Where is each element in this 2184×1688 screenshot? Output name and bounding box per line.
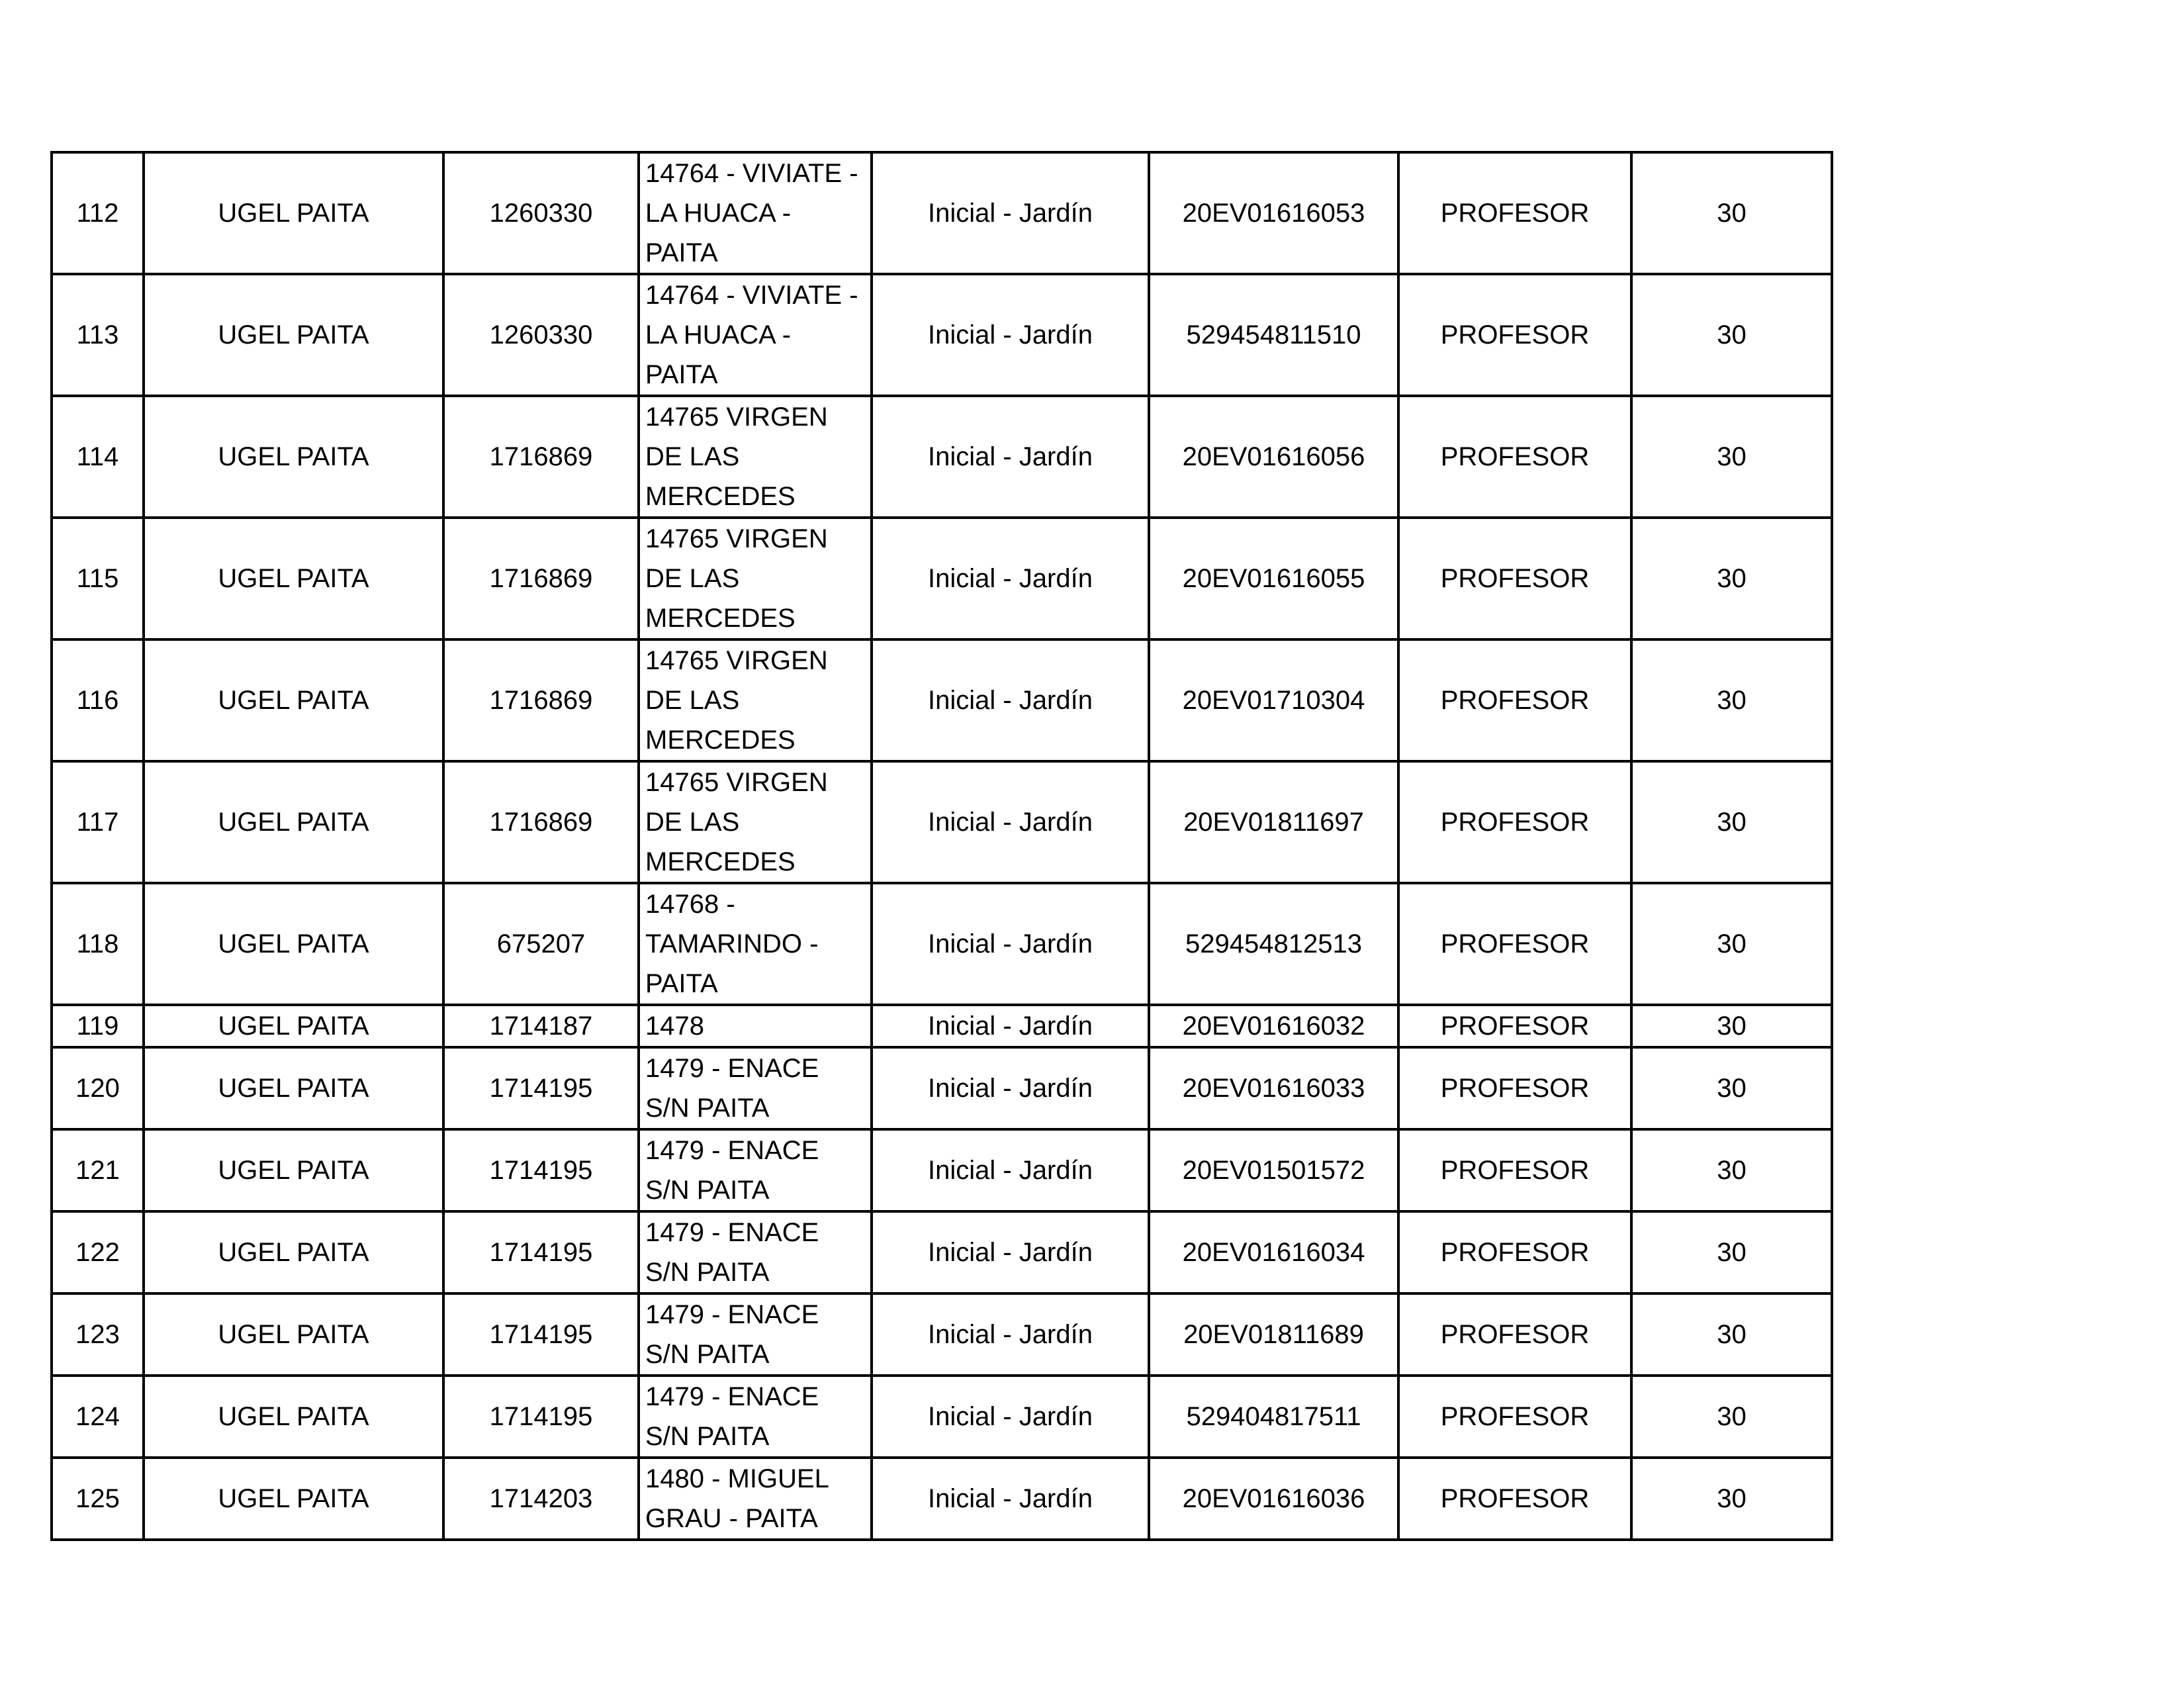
ugel-cell: UGEL PAITA [144,152,443,274]
hours-cell: 30 [1631,1047,1832,1129]
table-row [52,1211,1832,1293]
hours-cell: 30 [1631,1129,1832,1211]
row-number: 119 [52,1005,144,1047]
modular-code-cell: 1714195 [443,1129,639,1211]
position-cell: PROFESOR [1398,1129,1631,1211]
ugel-cell: UGEL PAITA [144,1293,443,1376]
row-number: 116 [52,639,144,761]
ugel-cell: UGEL PAITA [144,1458,443,1540]
modular-code-cell: 1716869 [443,396,639,518]
plaza-code-cell: 20EV01811689 [1149,1293,1398,1376]
school-name-cell: 1479 - ENACE S/N PAITA [639,1047,872,1129]
table-row [52,883,1832,1005]
ugel-cell: UGEL PAITA [144,1005,443,1047]
row-number: 124 [52,1376,144,1458]
level-cell: Inicial - Jardín [872,1005,1149,1047]
table-row [52,639,1832,761]
position-cell: PROFESOR [1398,396,1631,518]
school-name-cell: 1479 - ENACE S/N PAITA [639,1211,872,1293]
level-cell: Inicial - Jardín [872,518,1149,639]
position-cell: PROFESOR [1398,1458,1631,1540]
modular-code-cell: 1260330 [443,152,639,274]
position-cell: PROFESOR [1398,1211,1631,1293]
plaza-code-cell: 20EV01616055 [1149,518,1398,639]
ugel-cell: UGEL PAITA [144,1047,443,1129]
position-cell: PROFESOR [1398,1047,1631,1129]
modular-code-cell: 1716869 [443,639,639,761]
ugel-cell: UGEL PAITA [144,639,443,761]
position-cell: PROFESOR [1398,1005,1631,1047]
level-cell: Inicial - Jardín [872,274,1149,396]
ugel-cell: UGEL PAITA [144,1376,443,1458]
plaza-code-cell: 529454812513 [1149,883,1398,1005]
ugel-cell: UGEL PAITA [144,274,443,396]
level-cell: Inicial - Jardín [872,1129,1149,1211]
level-cell: Inicial - Jardín [872,1293,1149,1376]
plaza-code-cell: 20EV01616032 [1149,1005,1398,1047]
hours-cell: 30 [1631,518,1832,639]
hours-cell: 30 [1631,1376,1832,1458]
position-cell: PROFESOR [1398,518,1631,639]
modular-code-cell: 1260330 [443,274,639,396]
ugel-cell: UGEL PAITA [144,1129,443,1211]
hours-cell: 30 [1631,1293,1832,1376]
position-cell: PROFESOR [1398,761,1631,883]
level-cell: Inicial - Jardín [872,883,1149,1005]
level-cell: Inicial - Jardín [872,1376,1149,1458]
row-number: 120 [52,1047,144,1129]
hours-cell: 30 [1631,274,1832,396]
hours-cell: 30 [1631,761,1832,883]
position-cell: PROFESOR [1398,639,1631,761]
plaza-code-cell: 20EV01501572 [1149,1129,1398,1211]
level-cell: Inicial - Jardín [872,152,1149,274]
row-number: 121 [52,1129,144,1211]
plaza-code-cell: 20EV01811697 [1149,761,1398,883]
row-number: 112 [52,152,144,274]
plaza-code-cell: 20EV01616033 [1149,1047,1398,1129]
table-row [52,518,1832,639]
row-number: 114 [52,396,144,518]
plaza-code-cell: 20EV01710304 [1149,639,1398,761]
level-cell: Inicial - Jardín [872,396,1149,518]
plaza-code-cell: 20EV01616036 [1149,1458,1398,1540]
level-cell: Inicial - Jardín [872,761,1149,883]
table-row [52,761,1832,883]
row-number: 122 [52,1211,144,1293]
plaza-code-cell: 20EV01616034 [1149,1211,1398,1293]
school-name-cell: 14765 VIRGEN DE LAS MERCEDES [639,639,872,761]
ugel-cell: UGEL PAITA [144,396,443,518]
school-name-cell: 14765 VIRGEN DE LAS MERCEDES [639,396,872,518]
school-name-cell: 1478 [639,1005,872,1047]
ugel-cell: UGEL PAITA [144,1211,443,1293]
modular-code-cell: 1714203 [443,1458,639,1540]
position-cell: PROFESOR [1398,274,1631,396]
modular-code-cell: 1716869 [443,518,639,639]
table-row [52,152,1832,274]
school-name-cell: 14765 VIRGEN DE LAS MERCEDES [639,761,872,883]
level-cell: Inicial - Jardín [872,1458,1149,1540]
table-row [52,274,1832,396]
row-number: 117 [52,761,144,883]
position-cell: PROFESOR [1398,152,1631,274]
school-name-cell: 14765 VIRGEN DE LAS MERCEDES [639,518,872,639]
table-body [52,152,1832,1540]
hours-cell: 30 [1631,152,1832,274]
hours-cell: 30 [1631,1458,1832,1540]
row-number: 113 [52,274,144,396]
school-name-cell: 1480 - MIGUEL GRAU - PAITA [639,1458,872,1540]
hours-cell: 30 [1631,883,1832,1005]
plaza-code-cell: 20EV01616056 [1149,396,1398,518]
modular-code-cell: 1714195 [443,1376,639,1458]
school-name-cell: 14768 - TAMARINDO - PAITA [639,883,872,1005]
row-number: 115 [52,518,144,639]
school-name-cell: 14764 - VIVIATE - LA HUACA - PAITA [639,152,872,274]
level-cell: Inicial - Jardín [872,639,1149,761]
plaza-code-cell: 529404817511 [1149,1376,1398,1458]
ugel-cell: UGEL PAITA [144,761,443,883]
ugel-cell: UGEL PAITA [144,518,443,639]
ugel-cell: UGEL PAITA [144,883,443,1005]
hours-cell: 30 [1631,1005,1832,1047]
school-name-cell: 1479 - ENACE S/N PAITA [639,1376,872,1458]
table-row [52,1005,1832,1047]
level-cell: Inicial - Jardín [872,1047,1149,1129]
vacancy-table [50,151,1833,1541]
modular-code-cell: 1714195 [443,1293,639,1376]
row-number: 125 [52,1458,144,1540]
plaza-code-cell: 20EV01616053 [1149,152,1398,274]
school-name-cell: 14764 - VIVIATE - LA HUACA - PAITA [639,274,872,396]
table-row [52,1458,1832,1540]
level-cell: Inicial - Jardín [872,1211,1149,1293]
hours-cell: 30 [1631,396,1832,518]
modular-code-cell: 1714187 [443,1005,639,1047]
position-cell: PROFESOR [1398,1376,1631,1458]
row-number: 118 [52,883,144,1005]
modular-code-cell: 1716869 [443,761,639,883]
plaza-code-cell: 529454811510 [1149,274,1398,396]
position-cell: PROFESOR [1398,1293,1631,1376]
table-row [52,1129,1832,1211]
school-name-cell: 1479 - ENACE S/N PAITA [639,1129,872,1211]
modular-code-cell: 1714195 [443,1211,639,1293]
row-number: 123 [52,1293,144,1376]
table-row [52,1047,1832,1129]
modular-code-cell: 1714195 [443,1047,639,1129]
school-name-cell: 1479 - ENACE S/N PAITA [639,1293,872,1376]
modular-code-cell: 675207 [443,883,639,1005]
hours-cell: 30 [1631,639,1832,761]
hours-cell: 30 [1631,1211,1832,1293]
position-cell: PROFESOR [1398,883,1631,1005]
table-row [52,1293,1832,1376]
table-row [52,1376,1832,1458]
table-row [52,396,1832,518]
